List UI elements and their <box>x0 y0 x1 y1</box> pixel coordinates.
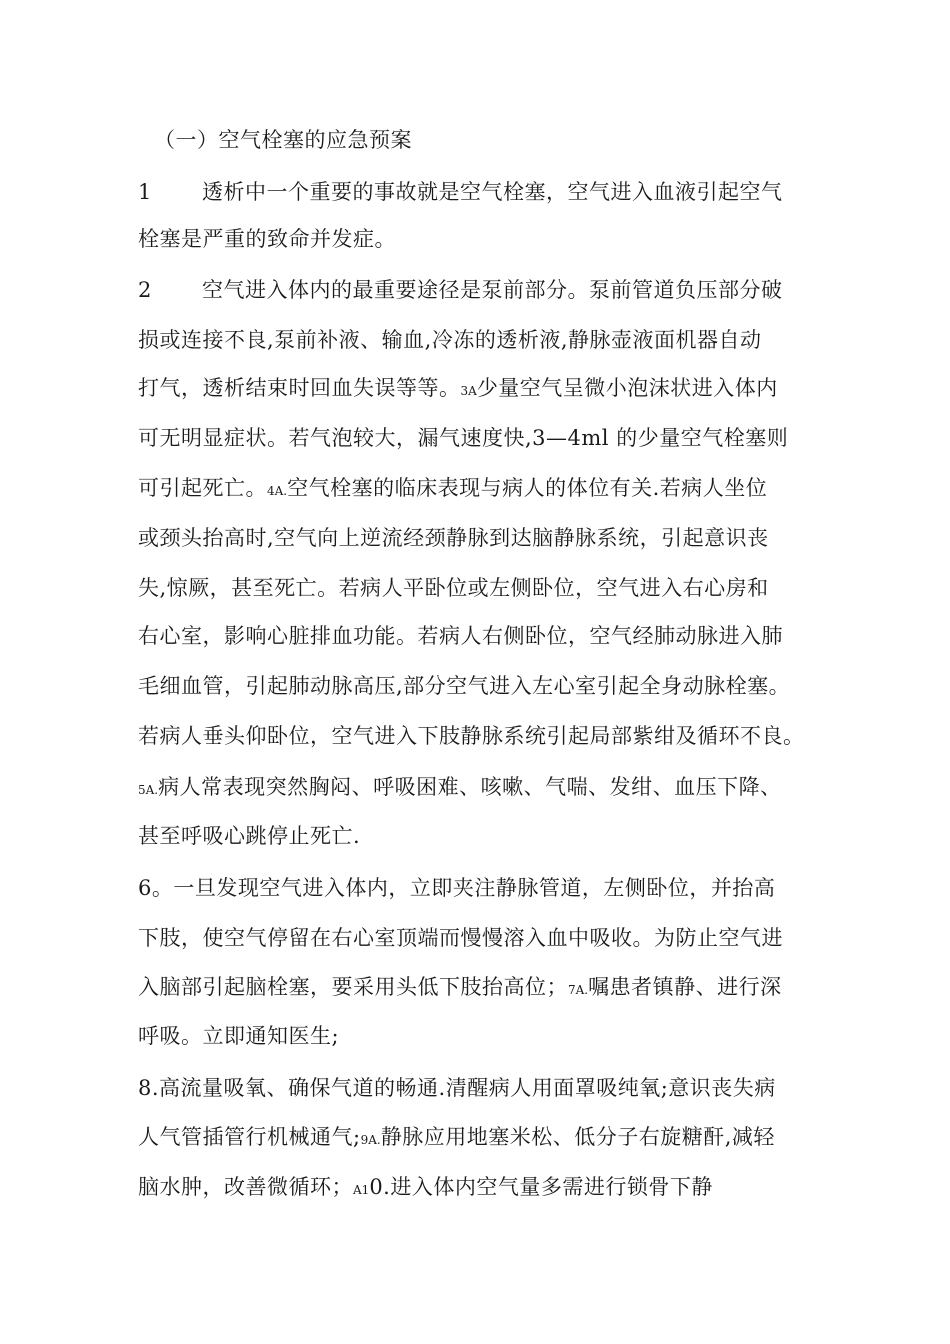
text-line <box>138 423 788 453</box>
item-marker: 3A <box>460 384 477 398</box>
item-marker: 7A. <box>568 983 589 997</box>
text-line <box>138 873 775 903</box>
text-segment: 毛细血管，引起肺动脉高压,部分空气进入左心室引起全身动脉栓塞。 <box>138 674 791 698</box>
section-heading: （一）空气栓塞的应急预案 <box>154 128 412 152</box>
text-line <box>138 671 790 701</box>
text-line <box>138 621 783 651</box>
text-segment: 右心室，影响心脏排血功能。若病人右侧卧位，空气经肺动脉进入肺 <box>138 624 783 648</box>
text-line <box>138 1172 713 1205</box>
text-line <box>138 373 778 406</box>
text-segment: 病人常表现突然胸闷、呼吸困难、咳嗽、气喘、发绀、血压下降、 <box>158 775 782 799</box>
text-segment: 栓塞是严重的致命并发症。 <box>138 227 396 251</box>
text-segment: 打气，透析结束时回血失误等等。 <box>138 376 461 400</box>
text-segment: 可无明显症状。若气泡较大，漏气速度快,3—4ml 的少量空气栓塞则 <box>138 426 789 450</box>
text-segment: 若病人垂头仰卧位，空气进入下肢静脉系统引起局部紫绀及循环不良。 <box>138 724 805 748</box>
text-line <box>138 923 783 953</box>
text-segment: 可引起死亡。 <box>138 476 267 500</box>
text-line <box>138 473 767 506</box>
text-segment: 8.高流量吸氧、确保气道的畅通.清醒病人用面罩吸纯氧;意识丧失病 <box>138 1076 776 1100</box>
text-segment: 6。一旦发现空气进入体内，立即夹注静脉管道，左侧卧位，并抬高 <box>138 876 776 900</box>
item-marker: A1 <box>353 1183 370 1197</box>
text-line <box>138 275 783 305</box>
item-marker: 5A. <box>138 783 159 797</box>
text-segment: 入脑部引起脑栓塞，要采用头低下肢抬高位； <box>138 975 568 999</box>
text-line <box>138 1021 339 1051</box>
text-line <box>138 821 360 851</box>
text-line <box>138 772 782 805</box>
item-marker: 4A. <box>267 484 288 498</box>
text-segment: 静脉应用地塞米松、低分子右旋糖酐,减轻 <box>380 1125 775 1149</box>
text-segment: 损或连接不良,泵前补液、输血,冷冻的透析液,静脉壶液面机器自动 <box>138 328 762 352</box>
text-segment: 1 透析中一个重要的事故就是空气栓塞，空气进入血液引起空气 <box>138 180 783 204</box>
text-segment: 少量空气呈微小泡沫状进入体内 <box>476 376 778 400</box>
text-segment: 0.进入体内空气量多需进行锁骨下静 <box>369 1175 713 1199</box>
text-line <box>138 177 783 207</box>
text-segment: 嘱患者镇静、进行深 <box>588 975 782 999</box>
item-marker: 9A. <box>360 1133 381 1147</box>
text-segment: 呼吸。立即通知医生; <box>138 1024 340 1048</box>
text-line <box>138 721 805 751</box>
text-line <box>138 325 762 355</box>
text-segment: 甚至呼吸心跳停止死亡. <box>138 824 361 848</box>
text-segment: 2 空气进入体内的最重要途径是泵前部分。泵前管道负压部分破 <box>138 278 783 302</box>
text-line <box>138 1122 775 1155</box>
text-segment: 下肢，使空气停留在右心室顶端而慢慢溶入血中吸收。为防止空气进 <box>138 926 783 950</box>
text-line <box>138 573 769 603</box>
text-segment: 或颈头抬高时,空气向上逆流经颈静脉到达脑静脉系统，引起意识丧 <box>138 526 769 550</box>
text-segment: 脑水肿，改善微循环； <box>138 1175 353 1199</box>
text-line <box>138 224 396 254</box>
text-line <box>138 972 782 1005</box>
text-segment: 人气管插管行机械通气; <box>138 1125 361 1149</box>
text-segment: 失,惊厥，甚至死亡。若病人平卧位或左侧卧位，空气进入右心房和 <box>138 576 769 600</box>
text-line <box>138 523 769 553</box>
text-segment: 空气栓塞的临床表现与病人的体位有关.若病人坐位 <box>287 476 768 500</box>
text-line <box>138 1073 776 1103</box>
